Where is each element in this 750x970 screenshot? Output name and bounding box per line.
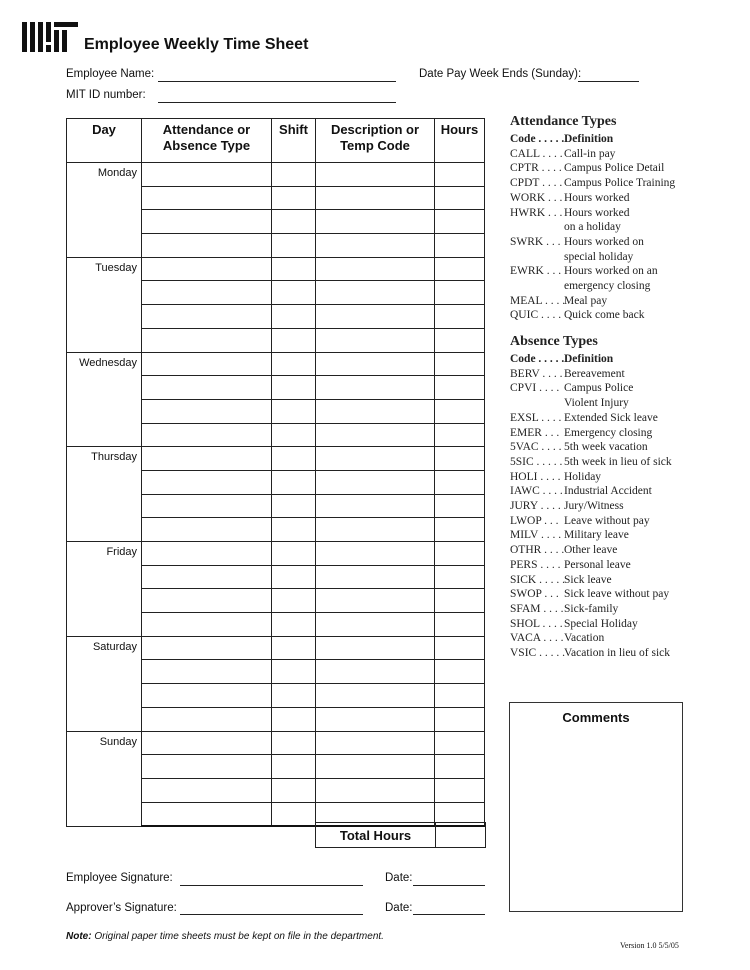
legend-code: IAWC . . . . <box>510 485 563 498</box>
legend-item <box>510 470 710 485</box>
description-cell[interactable] <box>316 684 435 708</box>
legend-code: SHOL . . . . <box>510 617 563 630</box>
legend-code: VSIC . . . . . <box>510 647 565 660</box>
day-label-thursday: Thursday <box>67 447 142 542</box>
shift-cell[interactable] <box>272 731 316 755</box>
shift-cell[interactable] <box>272 518 316 542</box>
legend-code: JURY . . . . <box>510 500 561 513</box>
date-pay-week-field[interactable] <box>578 80 639 82</box>
legend-item <box>510 411 710 426</box>
legend-definition: Special Holiday <box>564 617 638 630</box>
code-header: Code . . . . . <box>510 133 565 145</box>
shift-cell[interactable] <box>272 565 316 589</box>
description-cell[interactable] <box>316 186 435 210</box>
legend-item <box>510 573 710 588</box>
employee-date-field[interactable] <box>413 884 485 886</box>
description-cell[interactable] <box>316 778 435 802</box>
description-cell[interactable] <box>316 565 435 589</box>
legend-item <box>510 235 710 264</box>
legend-definition: Other leave <box>564 544 618 557</box>
hours-cell[interactable] <box>435 163 485 187</box>
legend-definition: Industrial Accident <box>564 485 652 498</box>
shift-cell[interactable] <box>272 352 316 376</box>
hours-cell[interactable] <box>435 447 485 471</box>
table-row <box>67 257 485 281</box>
description-cell[interactable] <box>316 589 435 613</box>
legend-code: PERS . . . . <box>510 558 561 571</box>
description-cell[interactable] <box>316 376 435 400</box>
hours-cell[interactable] <box>435 352 485 376</box>
absence-types-title: Absence Types <box>510 334 598 349</box>
type-cell[interactable] <box>142 518 272 542</box>
type-cell[interactable] <box>142 707 272 731</box>
legend-definition: Hours worked on a holiday <box>564 206 630 234</box>
legend-code: MEAL . . . . <box>510 294 566 307</box>
legend-item <box>510 499 710 514</box>
footer-note <box>66 931 384 942</box>
mit-logo <box>22 22 78 52</box>
type-cell[interactable] <box>142 589 272 613</box>
day-label-sunday: Sunday <box>67 731 142 826</box>
type-cell[interactable] <box>142 684 272 708</box>
legend-item <box>510 206 710 235</box>
description-cell[interactable] <box>316 352 435 376</box>
hours-cell[interactable] <box>435 305 485 329</box>
legend-item <box>510 264 710 293</box>
timesheet-table <box>66 118 485 827</box>
type-cell[interactable] <box>142 542 272 566</box>
legend-item <box>510 587 710 602</box>
shift-cell[interactable] <box>272 305 316 329</box>
day-label-monday: Monday <box>67 163 142 258</box>
legend-code: CPDT . . . . <box>510 177 563 190</box>
table-row <box>67 352 485 376</box>
hours-cell[interactable] <box>435 778 485 802</box>
hours-cell[interactable] <box>435 613 485 637</box>
comments-box[interactable] <box>509 702 683 912</box>
type-cell[interactable] <box>142 494 272 518</box>
comments-title: Comments <box>562 710 630 725</box>
legend-definition: Extended Sick leave <box>564 411 658 424</box>
hours-cell[interactable] <box>435 186 485 210</box>
legend-code: HOLI . . . . <box>510 470 561 483</box>
type-cell[interactable] <box>142 565 272 589</box>
absence-types-legend <box>510 334 710 661</box>
legend-code: CPVI . . . . <box>510 382 560 395</box>
hours-cell[interactable] <box>435 636 485 660</box>
legend-definition: Jury/Witness <box>564 500 624 513</box>
description-cell[interactable] <box>316 613 435 637</box>
employee-name-label: Employee Name: <box>66 68 155 80</box>
legend-item <box>510 440 710 455</box>
legend-code: EMER . . . <box>510 426 560 439</box>
type-cell[interactable] <box>142 305 272 329</box>
day-label-tuesday: Tuesday <box>67 257 142 352</box>
legend-definition: Campus Police Violent Injury <box>564 382 634 410</box>
legend-definition: Hours worked on special holiday <box>564 235 644 263</box>
attendance-legend-header <box>510 132 710 147</box>
description-cell[interactable] <box>316 257 435 281</box>
shift-cell[interactable] <box>272 660 316 684</box>
legend-code: EWRK . . . <box>510 265 562 278</box>
total-hours-row <box>315 822 486 848</box>
shift-cell[interactable] <box>272 802 316 826</box>
legend-definition: Vacation <box>564 632 605 645</box>
page-title: Employee Weekly Time Sheet <box>84 36 309 53</box>
legend-code: OTHR . . . . <box>510 544 565 557</box>
hours-cell[interactable] <box>435 731 485 755</box>
legend-definition: Sick leave without pay <box>564 588 670 601</box>
mit-id-field[interactable] <box>158 101 396 103</box>
hours-cell[interactable] <box>435 210 485 234</box>
description-cell[interactable] <box>316 707 435 731</box>
shift-cell[interactable] <box>272 778 316 802</box>
day-label-wednesday: Wednesday <box>67 352 142 447</box>
hours-cell[interactable] <box>435 234 485 258</box>
day-column-header: Day <box>67 119 142 163</box>
legend-definition: 5th week vacation <box>564 441 648 454</box>
shift-cell[interactable] <box>272 328 316 352</box>
legend-code: 5SIC . . . . . <box>510 455 563 468</box>
hours-cell[interactable] <box>435 399 485 423</box>
hours-cell[interactable] <box>435 660 485 684</box>
shift-cell[interactable] <box>272 707 316 731</box>
type-cell[interactable] <box>142 328 272 352</box>
legend-item <box>510 558 710 573</box>
type-cell[interactable] <box>142 755 272 779</box>
hours-cell[interactable] <box>435 589 485 613</box>
type-column-header: Attendance or Absence Type <box>142 119 272 163</box>
employee-signature-label: Employee Signature: <box>66 872 173 884</box>
table-header-row <box>67 119 485 163</box>
shift-cell[interactable] <box>272 755 316 779</box>
type-cell[interactable] <box>142 423 272 447</box>
legend-item <box>510 191 710 206</box>
legend-code: BERV . . . . <box>510 367 563 380</box>
legend-code: MILV . . . . <box>510 529 562 542</box>
day-label-saturday: Saturday <box>67 636 142 731</box>
type-cell[interactable] <box>142 281 272 305</box>
legend-code: WORK . . . <box>510 191 563 204</box>
shift-cell[interactable] <box>272 447 316 471</box>
shift-cell[interactable] <box>272 257 316 281</box>
type-cell[interactable] <box>142 399 272 423</box>
hours-cell[interactable] <box>435 423 485 447</box>
legend-definition: 5th week in lieu of sick <box>564 455 672 468</box>
shift-cell[interactable] <box>272 636 316 660</box>
legend-definition: Personal leave <box>564 558 631 571</box>
hours-cell[interactable] <box>435 257 485 281</box>
date-pay-week-label: Date Pay Week Ends (Sunday): <box>419 68 582 80</box>
type-cell[interactable] <box>142 257 272 281</box>
table-row <box>67 447 485 471</box>
type-cell[interactable] <box>142 802 272 826</box>
type-cell[interactable] <box>142 613 272 637</box>
legend-definition: Hours worked <box>564 191 630 204</box>
shift-cell[interactable] <box>272 234 316 258</box>
legend-code: 5VAC . . . . <box>510 441 562 454</box>
legend-definition: Bereavement <box>564 367 625 380</box>
description-cell[interactable] <box>316 210 435 234</box>
description-cell[interactable] <box>316 731 435 755</box>
hours-cell[interactable] <box>435 376 485 400</box>
description-cell[interactable] <box>316 494 435 518</box>
legend-definition: Meal pay <box>564 294 608 307</box>
legend-item <box>510 308 710 323</box>
legend-item <box>510 543 710 558</box>
approver-signature-label: Approver’s Signature: <box>66 902 177 914</box>
attendance-types-legend <box>510 114 710 323</box>
legend-item <box>510 455 710 470</box>
definition-header: Definition <box>564 353 614 365</box>
legend-definition: Campus Police Training <box>564 177 676 190</box>
hours-column-header: Hours <box>435 119 485 163</box>
legend-code: SFAM . . . . <box>510 602 564 615</box>
version-label: Version 1.0 5/5/05 <box>620 941 679 950</box>
employee-signature-field[interactable] <box>180 884 363 886</box>
legend-code: CALL . . . . <box>510 147 563 160</box>
legend-definition: Sick-family <box>564 602 619 615</box>
description-cell[interactable] <box>316 542 435 566</box>
shift-cell[interactable] <box>272 210 316 234</box>
description-cell[interactable] <box>316 305 435 329</box>
attendance-types-title: Attendance Types <box>510 114 617 129</box>
shift-cell[interactable] <box>272 281 316 305</box>
description-cell[interactable] <box>316 328 435 352</box>
type-cell[interactable] <box>142 447 272 471</box>
hours-cell[interactable] <box>435 328 485 352</box>
description-cell[interactable] <box>316 660 435 684</box>
legend-definition: Military leave <box>564 529 629 542</box>
description-cell[interactable] <box>316 447 435 471</box>
shift-cell[interactable] <box>272 684 316 708</box>
type-cell[interactable] <box>142 636 272 660</box>
type-cell[interactable] <box>142 234 272 258</box>
table-row <box>67 731 485 755</box>
legend-definition: Hours worked on an emergency closing <box>564 265 658 293</box>
hours-cell[interactable] <box>435 684 485 708</box>
definition-header: Definition <box>564 133 614 145</box>
hours-cell[interactable] <box>435 470 485 494</box>
shift-cell[interactable] <box>272 542 316 566</box>
approver-date-label: Date: <box>385 902 413 914</box>
approver-signature-field[interactable] <box>180 913 363 915</box>
legend-code: HWRK . . . <box>510 206 563 219</box>
type-cell[interactable] <box>142 731 272 755</box>
legend-item <box>510 617 710 632</box>
table-row <box>67 636 485 660</box>
total-hours-field[interactable] <box>436 823 486 848</box>
legend-item <box>510 176 710 191</box>
legend-item <box>510 147 710 162</box>
shift-cell[interactable] <box>272 470 316 494</box>
type-cell[interactable] <box>142 660 272 684</box>
legend-item <box>510 602 710 617</box>
legend-code: VACA . . . . <box>510 632 564 645</box>
shift-cell[interactable] <box>272 399 316 423</box>
type-cell[interactable] <box>142 470 272 494</box>
legend-item <box>510 161 710 176</box>
legend-item <box>510 646 710 661</box>
code-header: Code . . . . . <box>510 353 565 365</box>
description-column-header: Description or Temp Code <box>316 119 435 163</box>
legend-code: CPTR . . . . <box>510 162 562 175</box>
shift-column-header: Shift <box>272 119 316 163</box>
legend-item <box>510 381 710 410</box>
description-cell[interactable] <box>316 399 435 423</box>
legend-item <box>510 484 710 499</box>
legend-definition: Call-in pay <box>564 147 616 160</box>
shift-cell[interactable] <box>272 494 316 518</box>
type-cell[interactable] <box>142 778 272 802</box>
legend-code: EXSL . . . . <box>510 411 562 424</box>
legend-definition: Quick come back <box>564 309 645 322</box>
hours-cell[interactable] <box>435 281 485 305</box>
legend-definition: Holiday <box>564 470 602 483</box>
employee-name-field[interactable] <box>158 80 396 82</box>
legend-definition: Emergency closing <box>564 426 653 439</box>
shift-cell[interactable] <box>272 613 316 637</box>
description-cell[interactable] <box>316 163 435 187</box>
description-cell[interactable] <box>316 755 435 779</box>
shift-cell[interactable] <box>272 589 316 613</box>
type-cell[interactable] <box>142 163 272 187</box>
legend-code: SICK . . . . . <box>510 573 565 586</box>
shift-cell[interactable] <box>272 423 316 447</box>
description-cell[interactable] <box>316 518 435 542</box>
legend-code: SWOP . . . <box>510 588 559 601</box>
note-text: Original paper time sheets must be kept on file in the department. <box>91 931 384 942</box>
legend-definition: Campus Police Detail <box>564 162 665 175</box>
shift-cell[interactable] <box>272 376 316 400</box>
legend-item <box>510 294 710 309</box>
mit-id-label: MIT ID number: <box>66 89 146 101</box>
employee-date-label: Date: <box>385 872 413 884</box>
total-hours-label: Total Hours <box>316 823 436 848</box>
legend-definition: Sick leave <box>564 573 612 586</box>
hours-cell[interactable] <box>435 494 485 518</box>
description-cell[interactable] <box>316 470 435 494</box>
description-cell[interactable] <box>316 281 435 305</box>
description-cell[interactable] <box>316 423 435 447</box>
legend-item <box>510 367 710 382</box>
approver-date-field[interactable] <box>413 913 485 915</box>
table-row <box>67 163 485 187</box>
hours-cell[interactable] <box>435 565 485 589</box>
type-cell[interactable] <box>142 376 272 400</box>
hours-cell[interactable] <box>435 518 485 542</box>
legend-item <box>510 528 710 543</box>
legend-definition: Leave without pay <box>564 514 650 527</box>
type-cell[interactable] <box>142 352 272 376</box>
legend-definition: Vacation in lieu of sick <box>564 647 671 660</box>
legend-code: LWOP . . . <box>510 514 559 527</box>
note-prefix: Note: <box>66 931 92 942</box>
legend-item <box>510 426 710 441</box>
legend-code: QUIC . . . . <box>510 309 562 322</box>
legend-item <box>510 631 710 646</box>
day-label-friday: Friday <box>67 542 142 637</box>
shift-cell[interactable] <box>272 186 316 210</box>
hours-cell[interactable] <box>435 755 485 779</box>
table-row <box>67 542 485 566</box>
description-cell[interactable] <box>316 234 435 258</box>
legend-item <box>510 514 710 529</box>
shift-cell[interactable] <box>272 163 316 187</box>
hours-cell[interactable] <box>435 542 485 566</box>
absence-legend-header <box>510 352 710 367</box>
hours-cell[interactable] <box>435 707 485 731</box>
type-cell[interactable] <box>142 186 272 210</box>
description-cell[interactable] <box>316 636 435 660</box>
type-cell[interactable] <box>142 210 272 234</box>
legend-code: SWRK . . . <box>510 235 561 248</box>
